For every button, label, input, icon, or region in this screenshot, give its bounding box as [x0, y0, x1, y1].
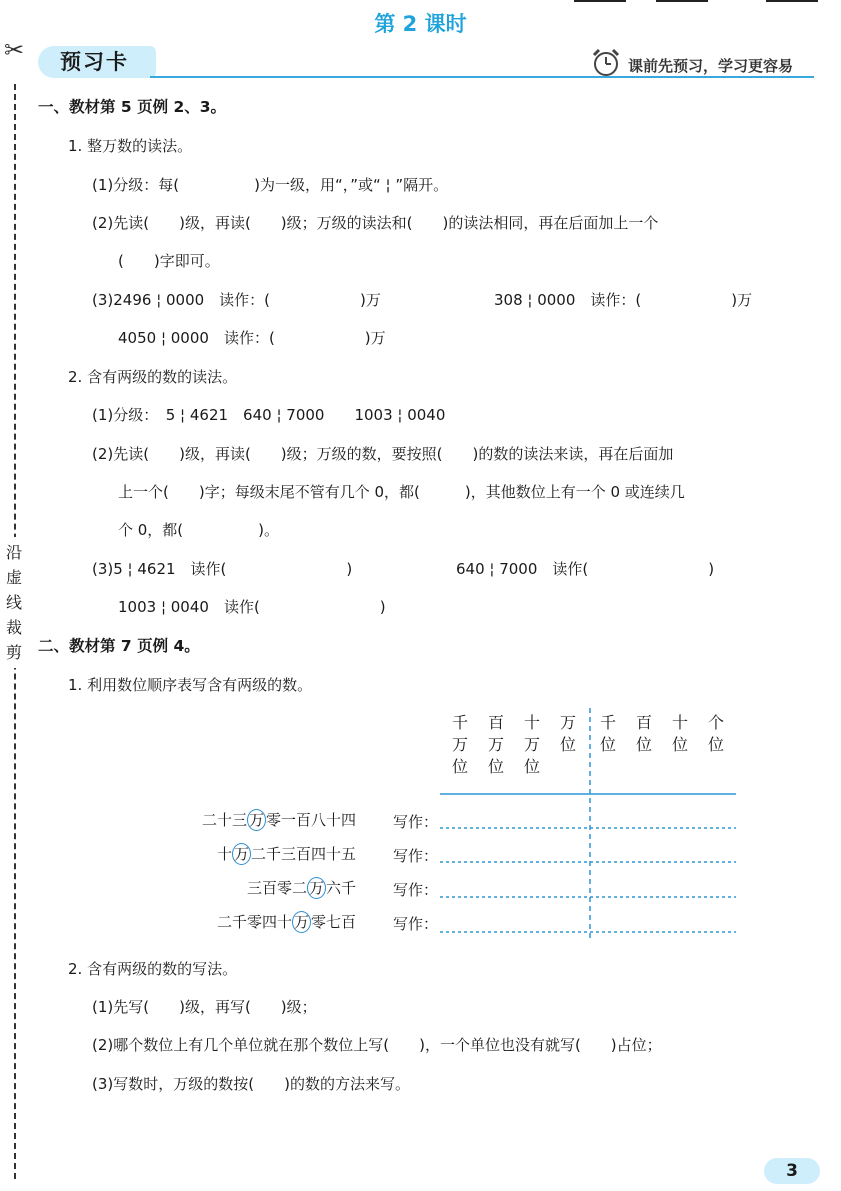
column-header: 个 位 [707, 713, 724, 754]
question-line: 640 ¦ 7000 读作( ) [456, 560, 715, 578]
question-line: (3)2496 ¦ 0000 读作：( )万 [92, 291, 381, 309]
question-line: (2)哪个数位上有几个单位就在那个数位上写( )，一个单位也没有就写( )占位； [92, 1036, 662, 1054]
lesson-title: 第 2 课时 [374, 12, 467, 36]
question-line: (1)分级：每( )为一级，用“，”或“ ¦ ”隔开。 [92, 176, 449, 194]
cut-label: 沿 虚 线 裁 剪 [3, 537, 25, 668]
section-heading: 一、教材第 5 页例 2、3。 [38, 98, 227, 116]
item-title: 1. 利用数位顺序表写含有两级的数。 [68, 676, 313, 694]
question-line: (1)先写( )级，再写( )级； [92, 998, 317, 1016]
column-header: 千 位 [599, 713, 616, 754]
write-label: 写作： [393, 813, 439, 831]
column-header: 万 位 [559, 713, 576, 754]
question-line: (2)先读( )级，再读( )级；万级的数，要按照( )的数的读法来读，再在后面加 [92, 445, 674, 463]
page-number: 3 [764, 1158, 820, 1184]
question-line: (1)分级： 5 ¦ 4621 640 ¦ 7000 1003 ¦ 0040 [92, 406, 446, 424]
question-line: 4050 ¦ 0000 读作：( )万 [118, 329, 386, 347]
item-title: 2. 含有两级的数的读法。 [68, 368, 238, 386]
question-line: ( )字即可。 [118, 252, 220, 270]
write-label: 写作： [393, 915, 439, 933]
scissors-icon: ✂ [4, 36, 25, 64]
column-header: 百 万 位 [487, 713, 504, 776]
question-line: 308 ¦ 0000 读作：( )万 [494, 291, 753, 309]
number-word: 二十三 万 零一百八十四 [201, 811, 356, 829]
preview-card-badge: 预习卡 [38, 46, 156, 78]
column-header: 十 万 位 [523, 713, 540, 776]
question-line: (2)先读( )级，再读( )级；万级的读法和( )的读法相同，再在后面加上一个 [92, 214, 659, 232]
column-header: 千 万 位 [451, 713, 468, 776]
number-word: 三百零二 万 六千 [246, 879, 356, 897]
number-word: 二千零四十 万 零七百 [216, 913, 356, 931]
number-word: 十 万 二千三百四十五 [216, 845, 356, 863]
column-header: 百 位 [635, 713, 652, 754]
column-header: 十 位 [671, 713, 688, 754]
question-line: 上一个( )字；每级末尾不管有几个 0，都( )，其他数位上有一个 0 或连续几 [118, 483, 685, 501]
item-title: 1. 整万数的读法。 [68, 137, 193, 155]
question-line: (3)5 ¦ 4621 读作( ) [92, 560, 353, 578]
question-line: 1003 ¦ 0040 读作( ) [118, 598, 386, 616]
item-title: 2. 含有两级的数的写法。 [68, 960, 238, 978]
question-line: 个 0，都( )。 [118, 521, 280, 539]
write-label: 写作： [393, 881, 439, 899]
write-label: 写作： [393, 847, 439, 865]
slogan: 课前先预习，学习更容易 [628, 57, 794, 75]
question-line: (3)写数时，万级的数按( )的数的方法来写。 [92, 1075, 410, 1093]
section-heading: 二、教材第 7 页例 4。 [38, 637, 200, 655]
